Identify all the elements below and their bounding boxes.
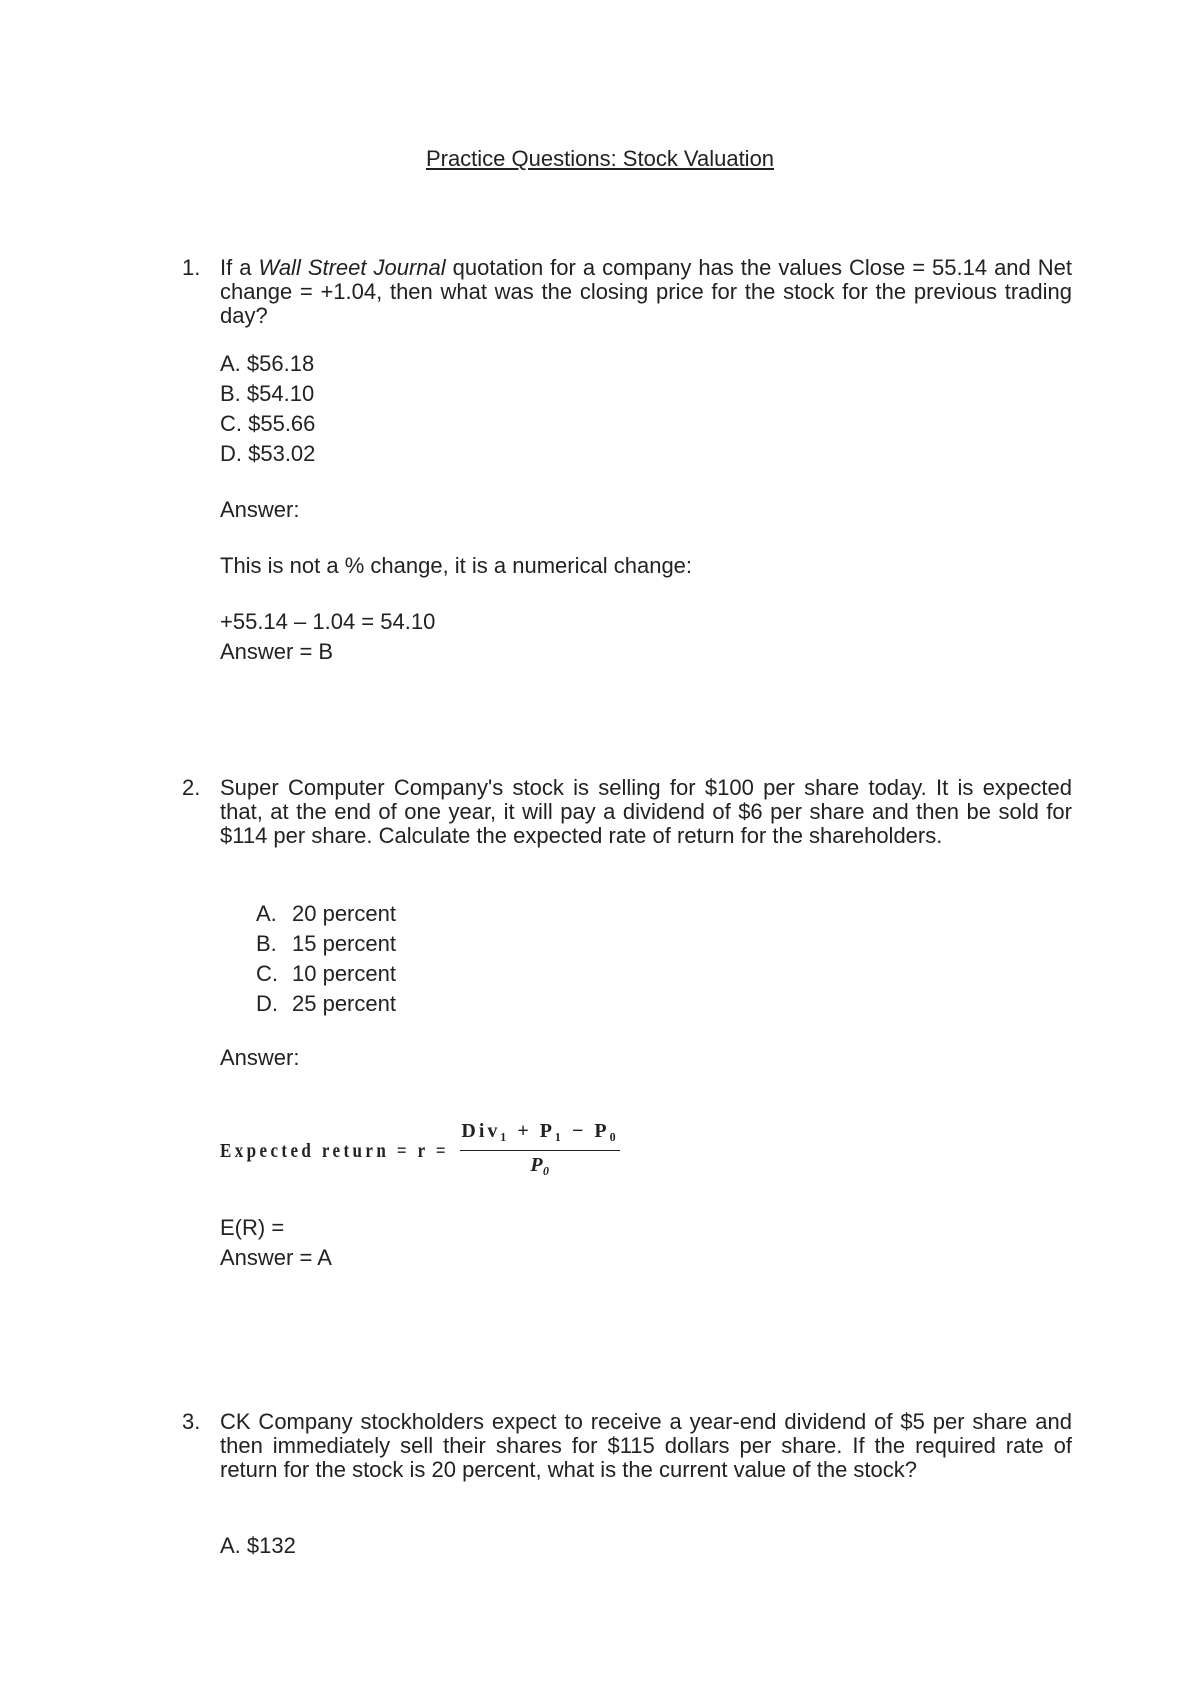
question-2-answer: Answer = A xyxy=(220,1245,332,1270)
question-1-text-pre: If a xyxy=(220,255,259,280)
question-2-option-b-text: 15 percent xyxy=(292,931,396,956)
question-1-explanation: This is not a % change, it is a numerical change: xyxy=(220,553,693,578)
question-1-option-a: A. $56.18 xyxy=(220,351,315,376)
question-2-option-c xyxy=(256,962,396,986)
question-2-option-a xyxy=(256,902,396,926)
question-1-number: 1. xyxy=(182,255,201,280)
question-2-text: Super Computer Company's stock is selling for $100 per share today. It is expected that, at the end of one year, it will pay a dividend of $6 per share and then be sold for $114 per share. Calculate the expected rate of return for the shareholders. xyxy=(220,775,1072,848)
formula-fraction-bar xyxy=(460,1150,620,1151)
question-1-answer: Answer = B xyxy=(220,639,334,664)
question-2-option-b xyxy=(256,932,396,956)
question-2-option-a-text: 20 percent xyxy=(292,901,396,926)
page-title: Practice Questions: Stock Valuation xyxy=(425,146,775,171)
question-1-option-d: D. $53.02 xyxy=(220,441,316,466)
expected-return-formula xyxy=(220,1120,640,1190)
question-3-text: CK Company stockholders expect to receive a year-end dividend of $5 per share and then immediately sell their shares for $115 dollars per share. If the required rate of return for the stock is 20 percent, what is the current value of the stock? xyxy=(220,1409,1072,1482)
question-1-text-post: quotation for a company has the values Close = 55.14 and Net change = +1.04, then what was the closing price for the stock for the previous trading day? xyxy=(220,255,1073,328)
question-1-option-b: B. $54.10 xyxy=(220,381,315,406)
formula-lhs: Expected return = r = xyxy=(220,1140,449,1162)
question-2-option-d xyxy=(256,992,396,1016)
question-1-text xyxy=(220,256,1072,328)
question-2-option-a-letter: A. xyxy=(256,901,277,926)
question-2-option-d-letter: D. xyxy=(256,991,278,1016)
question-2-answer-label: Answer: xyxy=(220,1045,300,1070)
question-3-number: 3. xyxy=(182,1409,201,1434)
question-1-calculation: +55.14 – 1.04 = 54.10 xyxy=(220,609,436,634)
question-1-answer-label: Answer: xyxy=(220,497,300,522)
question-2-option-b-letter: B. xyxy=(256,931,277,956)
formula-denominator: P₀ xyxy=(530,1154,550,1176)
question-3-option-a: A. $132 xyxy=(220,1533,296,1558)
question-1-text-italic: Wall Street Journal xyxy=(258,255,446,280)
question-2-option-c-text: 10 percent xyxy=(292,961,396,986)
question-2-option-d-text: 25 percent xyxy=(292,991,396,1016)
formula-numerator: Div₁ + P₁ − P₀ xyxy=(461,1120,619,1142)
question-2-er: E(R) = xyxy=(220,1215,285,1240)
question-2-number: 2. xyxy=(182,775,201,800)
question-1-option-c: C. $55.66 xyxy=(220,411,316,436)
question-2-option-c-letter: C. xyxy=(256,961,278,986)
